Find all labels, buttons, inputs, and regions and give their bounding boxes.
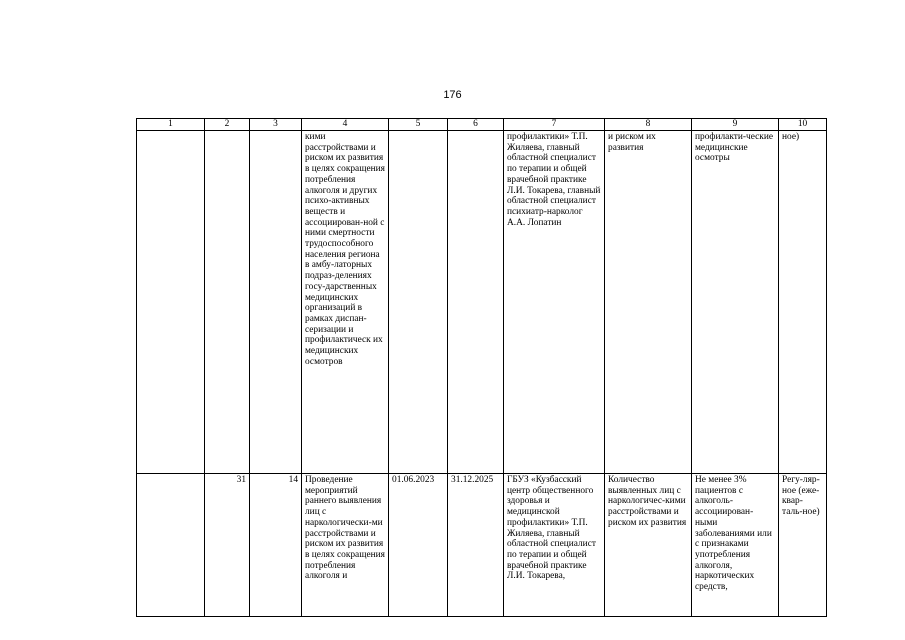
target-value-cell: профилакти-ческие медицинские осмотры — [692, 131, 779, 474]
header-cell: 8 — [605, 119, 692, 131]
row-number-cell: 31 — [205, 474, 250, 617]
item-number-cell: 14 — [250, 474, 302, 617]
table-row — [137, 474, 827, 617]
header-cell: 6 — [448, 119, 504, 131]
responsible-cell: ГБУЗ «Кузбасский центр общественного здоровья и медицинской профилактики» Т.П. Жиляева, главный областной специалист по терапии и общей врачебной практике Л.И. Токарева, — [504, 474, 605, 617]
table-row — [137, 131, 827, 474]
header-cell: 10 — [779, 119, 827, 131]
table-cell — [137, 474, 205, 617]
header-cell: 7 — [504, 119, 605, 131]
indicator-cell: Количество выявленных лиц с наркологичес-кими расстройствами и риском их развития — [605, 474, 692, 617]
end-date-cell: 31.12.2025 — [448, 474, 504, 617]
indicator-cell: и риском их развития — [605, 131, 692, 474]
header-cell: 3 — [250, 119, 302, 131]
end-date-cell — [448, 131, 504, 474]
table-cell — [137, 131, 205, 474]
header-cell: 9 — [692, 119, 779, 131]
header-cell: 5 — [389, 119, 448, 131]
event-description-cell: Проведение мероприятий раннего выявления лиц с наркологически-ми расстройствами и риском их развития в целях сокращения потребления алкоголя и — [302, 474, 389, 617]
start-date-cell: 01.06.2023 — [389, 474, 448, 617]
table-cell — [250, 131, 302, 474]
responsible-cell: профилактики» Т.П. Жиляева, главный областной специалист по терапии и общей врачебной практике Л.И. Токарева, главный областной специалист психиатр-нарколог А.А. Лопатин — [504, 131, 605, 474]
table-cell — [205, 131, 250, 474]
event-description-cell: кими расстройствами и риском их развития в целях сокращения потребления алкоголя и других психо-активных веществ и ассоциирован-ной с ними смертности трудоспособного населения региона в амбу-латорных подраз-делениях госу-дарственных медицинских организаций в рамках диспан-серизации и профилактическ их медицинских осмотров — [302, 131, 389, 474]
periodicity-cell: ное) — [779, 131, 827, 474]
periodicity-cell: Регу-ляр-ное (еже-квар-таль-ное) — [779, 474, 827, 617]
start-date-cell — [389, 131, 448, 474]
target-value-cell: Не менее 3% пациентов с алкоголь-ассоциирован-ными заболеваниями или с признаками употребления алкоголя, наркотических средств, — [692, 474, 779, 617]
document-table — [136, 118, 827, 617]
header-cell: 1 — [137, 119, 205, 131]
header-row — [137, 119, 827, 131]
header-cell: 2 — [205, 119, 250, 131]
header-cell: 4 — [302, 119, 389, 131]
page-number: 176 — [443, 89, 462, 101]
